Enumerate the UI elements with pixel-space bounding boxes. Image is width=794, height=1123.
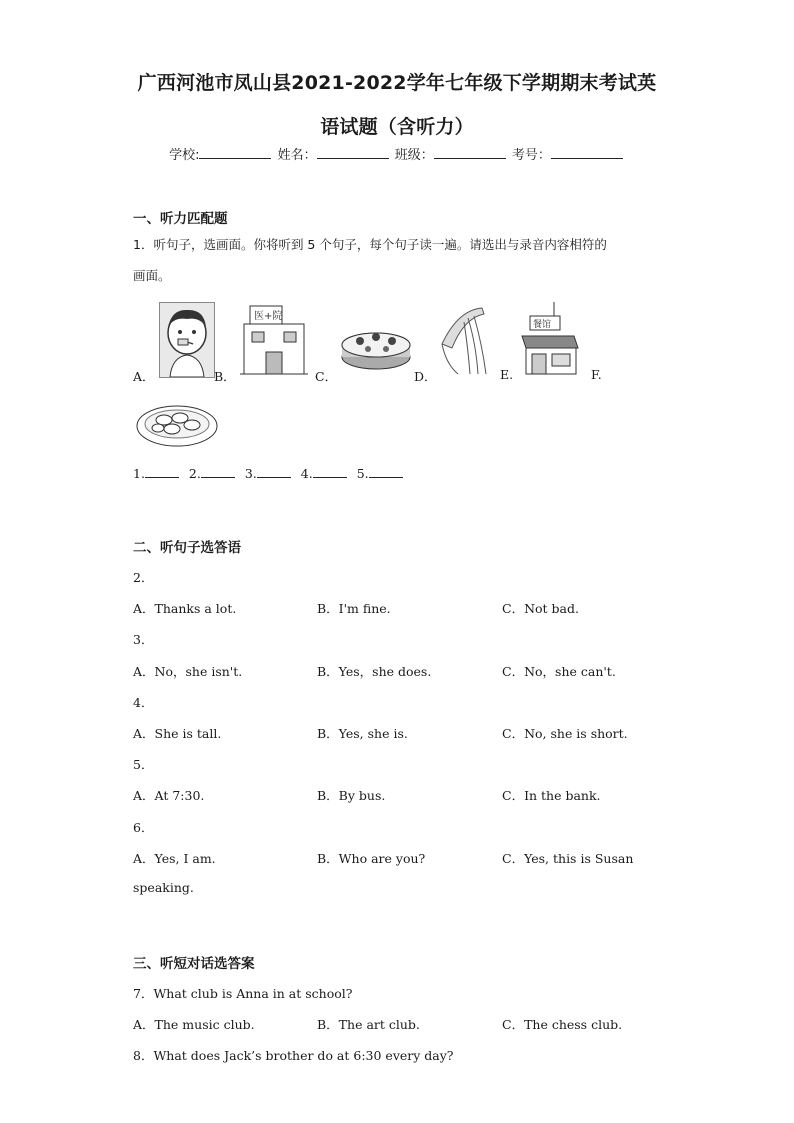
- section1-instruction-line1: 1．听句子，选画面。你将听到 5 个句子，每个句子读一遍。请选出与录音内容相符的: [133, 237, 607, 252]
- question-2-option-a: A．Thanks a lot.: [133, 601, 237, 616]
- question-6-option-c: C．Yes, this is Susan: [502, 851, 634, 866]
- school-blank[interactable]: [199, 146, 271, 159]
- svg-text:医+院: 医+院: [254, 311, 283, 322]
- option-b-label: B．: [214, 369, 236, 384]
- question-6-option-c-continuation: speaking.: [133, 880, 194, 895]
- answer-5-label: 5.: [356, 466, 369, 481]
- exam-number-blank[interactable]: [551, 146, 623, 159]
- answer-2-label: 2.: [188, 466, 201, 481]
- option-a-label: A．: [133, 369, 155, 384]
- answer-3-label: 3.: [244, 466, 257, 481]
- answer-4-label: 4.: [300, 466, 313, 481]
- question-7-option-a: A．The music club.: [133, 1017, 255, 1032]
- class-label: 班级：: [394, 148, 434, 163]
- sick-boy-icon: [159, 302, 215, 378]
- answer-1-label: 1.: [133, 466, 145, 481]
- name-label: 姓名：: [277, 148, 317, 163]
- page-title-line1: 广西河池市凤山县2021-2022学年七年级下学期期末考试英: [137, 72, 657, 94]
- question-4-number: 4．: [133, 695, 154, 710]
- question-5-number: 5．: [133, 757, 154, 772]
- question-3-option-a: A．No，she isn't.: [133, 664, 243, 679]
- answer-4-blank[interactable]: [313, 466, 347, 478]
- question-5-option-b: B．By bus.: [317, 788, 386, 803]
- answer-blanks: [133, 466, 409, 481]
- hospital-building-icon: [240, 304, 308, 376]
- dumplings-icon: [134, 398, 220, 450]
- option-d-label: D．: [414, 369, 437, 384]
- answer-5-blank[interactable]: [369, 466, 403, 478]
- question-2-option-b: B．I'm fine.: [317, 601, 391, 616]
- section3-heading: 三、听短对话选答案: [133, 956, 255, 972]
- option-f-label: F.: [591, 367, 602, 382]
- section1-instruction-line2: 画面。: [133, 268, 171, 283]
- name-blank[interactable]: [317, 146, 389, 159]
- question-7-option-b: B．The art club.: [317, 1017, 420, 1032]
- svg-text:餐馆: 餐馆: [533, 320, 552, 330]
- answer-1-blank[interactable]: [145, 466, 179, 478]
- question-4-option-b: B．Yes, she is.: [317, 726, 408, 741]
- question-3-option-b: B．Yes，she does.: [317, 664, 432, 679]
- question-5-option-a: A．At 7:30.: [133, 788, 205, 803]
- question-2-option-c: C．Not bad.: [502, 601, 579, 616]
- question-4-option-a: A．She is tall.: [133, 726, 222, 741]
- question-2-number: 2．: [133, 570, 154, 585]
- question-4-option-c: C．No, she is short.: [502, 726, 628, 741]
- restaurant-icon: [520, 300, 584, 376]
- birthday-cake-icon: [338, 317, 414, 373]
- page-title-line2: 语试题（含听力）: [320, 116, 474, 138]
- exam-number-label: 考号：: [511, 148, 551, 163]
- section1-heading: 一、听力匹配题: [133, 211, 228, 227]
- waterfall-icon: [438, 304, 498, 376]
- question-6-option-b: B．Who are you?: [317, 851, 426, 866]
- class-blank[interactable]: [434, 146, 506, 159]
- answer-3-blank[interactable]: [257, 466, 291, 478]
- question-3-number: 3．: [133, 632, 154, 647]
- question-7-text: 7．What club is Anna in at school?: [133, 986, 353, 1001]
- student-info-line: [0, 144, 794, 163]
- question-6-option-a: A．Yes, I am.: [133, 851, 216, 866]
- question-5-option-c: C．In the bank.: [502, 788, 601, 803]
- question-7-option-c: C．The chess club.: [502, 1017, 623, 1032]
- option-e-label: E.: [500, 367, 514, 382]
- option-c-label: C．: [315, 369, 338, 384]
- section2-heading: 二、听句子选答语: [133, 540, 241, 556]
- question-6-number: 6．: [133, 820, 154, 835]
- question-8-text: 8．What does Jack’s brother do at 6:30 every day?: [133, 1048, 454, 1063]
- answer-2-blank[interactable]: [201, 466, 235, 478]
- school-label: 学校:: [169, 148, 200, 163]
- question-3-option-c: C．No，she can't.: [502, 664, 616, 679]
